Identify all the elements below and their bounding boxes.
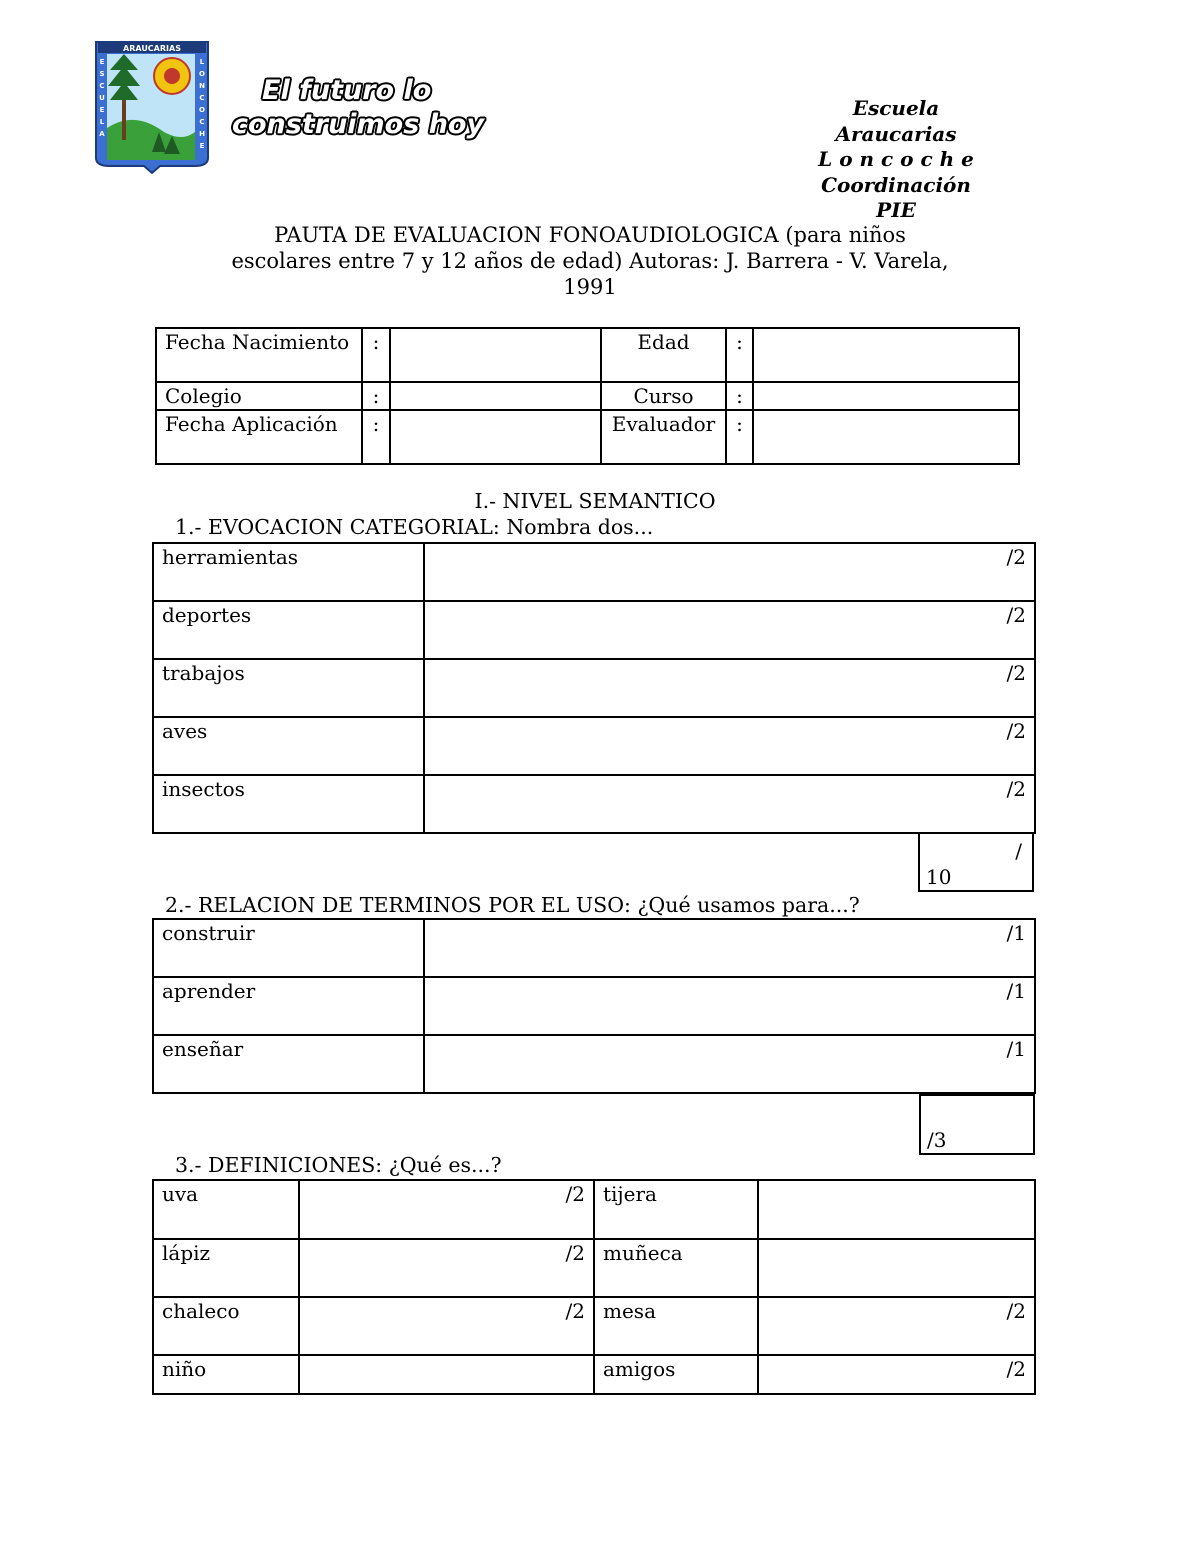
svg-text:E: E [99, 106, 105, 114]
answer-cell[interactable] [758, 1239, 1035, 1297]
application-date-label: Fecha Aplicación [156, 410, 362, 464]
score-label: /2 [1006, 661, 1026, 685]
title-line-2: escolares entre 7 y 12 años de edad) Autoras: J. Barrera - V. Varela, [231, 249, 949, 273]
answer-cell[interactable] [299, 1239, 594, 1297]
school-label: Colegio [156, 382, 362, 410]
answer-cell[interactable] [758, 1180, 1035, 1239]
item-label: chaleco [153, 1297, 299, 1355]
item-label: aves [153, 717, 424, 775]
score-label: /2 [1006, 1299, 1026, 1323]
score-label: /2 [1006, 777, 1026, 801]
item-label: uva [153, 1180, 299, 1239]
item-label: herramientas [153, 543, 424, 601]
answer-cell[interactable] [424, 543, 1035, 601]
birthdate-field[interactable] [390, 328, 601, 382]
total-value: 10 [926, 865, 952, 889]
slogan-line-1: El futuro lo [262, 75, 432, 106]
table-row [153, 659, 1035, 717]
school-line-2: Araucarias [835, 121, 957, 146]
answer-cell[interactable] [424, 659, 1035, 717]
school-name-block [790, 96, 1002, 224]
school-line-5: PIE [876, 198, 916, 222]
grade-label: Curso [601, 382, 726, 410]
school-field[interactable] [390, 382, 601, 410]
answer-cell[interactable] [758, 1297, 1035, 1355]
birthdate-label: Fecha Nacimiento [156, 328, 362, 382]
score-label: /1 [1006, 979, 1026, 1003]
item-label: enseñar [153, 1035, 424, 1093]
table-row [153, 717, 1035, 775]
colon: : [362, 410, 390, 464]
definitions-table [152, 1179, 1036, 1395]
use-relation-table [152, 918, 1036, 1094]
score-label: /2 [1006, 1357, 1026, 1381]
answer-cell[interactable] [424, 717, 1035, 775]
svg-text:O: O [199, 70, 205, 78]
grade-field[interactable] [753, 382, 1019, 410]
svg-text:C: C [199, 118, 205, 126]
score-label: /2 [1006, 603, 1026, 627]
answer-cell[interactable] [424, 919, 1035, 977]
item-label: amigos [594, 1355, 758, 1394]
answer-cell[interactable] [299, 1355, 594, 1394]
section-title: I.- NIVEL SEMANTICO [474, 489, 716, 513]
svg-text:U: U [99, 94, 105, 102]
score-label: /2 [1006, 719, 1026, 743]
total-score-box-1[interactable] [918, 833, 1034, 892]
item-label: mesa [594, 1297, 758, 1355]
colon: : [362, 382, 390, 410]
score-label: /2 [565, 1182, 585, 1206]
item-label: construir [153, 919, 424, 977]
score-label: /2 [1006, 545, 1026, 569]
table-row [153, 1239, 1035, 1297]
school-line-1: Escuela [852, 96, 940, 120]
item-label: aprender [153, 977, 424, 1035]
colon: : [362, 328, 390, 382]
answer-cell[interactable] [424, 601, 1035, 659]
total-score-box-2[interactable] [919, 1094, 1035, 1155]
info-row [156, 328, 1019, 382]
info-row [156, 382, 1019, 410]
answer-cell[interactable] [758, 1355, 1035, 1394]
table-row [153, 919, 1035, 977]
table-row [153, 1035, 1035, 1093]
item-label: lápiz [153, 1239, 299, 1297]
table-row [153, 977, 1035, 1035]
table-row [153, 601, 1035, 659]
answer-cell[interactable] [424, 977, 1035, 1035]
colon: : [726, 328, 753, 382]
item-label: tijera [594, 1180, 758, 1239]
svg-text:E: E [99, 58, 105, 66]
application-date-field[interactable] [390, 410, 601, 464]
document-title [150, 222, 1030, 300]
answer-cell[interactable] [299, 1180, 594, 1239]
slogan-line-2: construimos hoy [232, 109, 485, 140]
svg-text:A: A [99, 130, 105, 138]
item-label: niño [153, 1355, 299, 1394]
colon: : [726, 382, 753, 410]
table-row [153, 1297, 1035, 1355]
item-label: muñeca [594, 1239, 758, 1297]
svg-text:S: S [99, 70, 105, 78]
info-row [156, 410, 1019, 464]
table-row [153, 1180, 1035, 1239]
svg-text:E: E [199, 142, 205, 150]
svg-text:L: L [99, 118, 105, 126]
total-slash: / [1015, 839, 1022, 863]
student-info-table [155, 327, 1020, 465]
table-row [153, 775, 1035, 833]
score-label: /2 [565, 1299, 585, 1323]
evaluator-label: Evaluador [601, 410, 726, 464]
item-label: insectos [153, 775, 424, 833]
colon: : [726, 410, 753, 464]
title-line-3: 1991 [563, 275, 617, 299]
school-crest-logo [94, 40, 210, 174]
svg-text:C: C [99, 82, 105, 90]
school-line-4: Coordinación [821, 172, 971, 197]
item-label: trabajos [153, 659, 424, 717]
age-field[interactable] [753, 328, 1019, 382]
table-row [153, 543, 1035, 601]
table-row [153, 1355, 1035, 1394]
title-line-1: PAUTA DE EVALUACION FONOAUDIOLOGICA (para niños [274, 223, 906, 247]
score-label: /2 [565, 1241, 585, 1265]
slogan [232, 74, 484, 142]
age-label: Edad [601, 328, 726, 382]
svg-text:C: C [199, 94, 205, 102]
school-line-3: L o n c o c h e [818, 147, 974, 171]
answer-cell[interactable] [424, 775, 1035, 833]
score-label: /1 [1006, 1037, 1026, 1061]
total-value: /3 [927, 1128, 947, 1152]
answer-cell[interactable] [299, 1297, 594, 1355]
svg-text:L: L [199, 58, 205, 66]
crest-top-text: ARAUCARIAS [123, 44, 181, 53]
subsection-1-title: 1.- EVOCACION CATEGORIAL: Nombra dos... [175, 515, 654, 539]
evocation-table [152, 542, 1036, 834]
score-label: /1 [1006, 921, 1026, 945]
svg-text:O: O [199, 106, 205, 114]
answer-cell[interactable] [424, 1035, 1035, 1093]
subsection-2-title: 2.- RELACION DE TERMINOS POR EL USO: ¿Qué usamos para...? [165, 893, 860, 917]
evaluator-field[interactable] [753, 410, 1019, 464]
subsection-3-title: 3.- DEFINICIONES: ¿Qué es...? [175, 1153, 502, 1177]
svg-text:N: N [199, 82, 205, 90]
item-label: deportes [153, 601, 424, 659]
svg-text:H: H [199, 130, 205, 138]
